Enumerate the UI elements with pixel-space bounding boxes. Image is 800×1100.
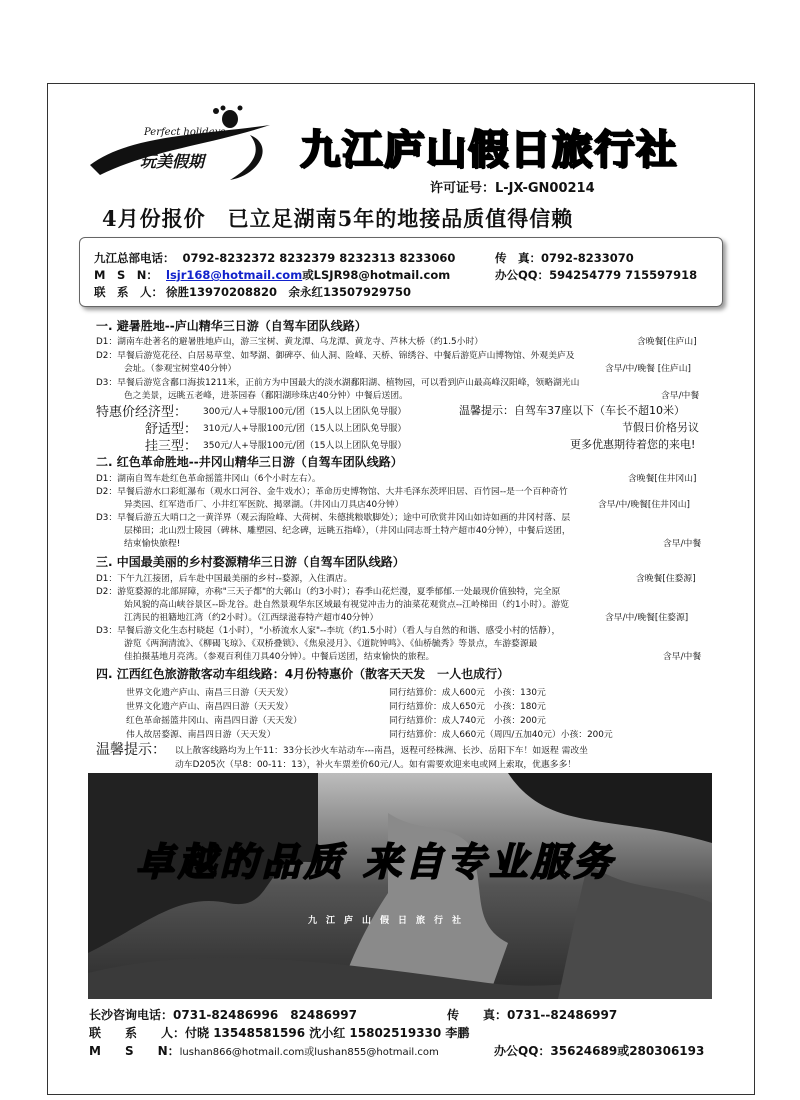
footer-msn-label: M S N： xyxy=(89,1044,180,1058)
landscape-photo-image xyxy=(88,773,712,999)
s2-day2-a: D2：早餐后游水口彩虹瀑布（观水口河谷、金牛戏水）；革命历史博物馆、大井毛泽东茨坪旧居、百竹园--是一个百种奇竹 xyxy=(96,487,568,497)
s3-day3-a: D3：早餐后游文化生态村晓起（1小时），"小桥流水人家"--李坑（约1.5小时）（看人与自然的和谐、感受小村的恬静）， xyxy=(96,626,561,636)
footer-qq-row xyxy=(494,1042,704,1059)
s2-day1: D1：湖南自驾车赴红色革命摇篮井冈山（6个小时左右）。 xyxy=(96,474,321,484)
hq-msn-alt: 或LSJR98@hotmail.com xyxy=(302,268,451,282)
hq-fax-row xyxy=(495,250,634,266)
tip-holiday: 节假日价格另议 xyxy=(622,421,699,434)
footer-contact: 付晓 13548581596 沈小红 15802519330 李鹏 xyxy=(185,1026,470,1040)
s2-day3-meal: 含早/中餐 xyxy=(663,539,702,549)
tip-more-offers: 更多优惠期待着您的来电! xyxy=(570,438,696,451)
hq-phone-row xyxy=(94,250,455,266)
hq-contact: 徐胜13970208820 余永红13507929750 xyxy=(166,285,412,299)
s4-route: 红色革命摇篮井冈山、南昌四日游（天天发） xyxy=(126,716,302,726)
s1-day2-a: D2：早餐后游览花径、白居易草堂、如琴湖、御碑亭、仙人洞、险峰、天桥、锦绣谷、中餐后游览庐山博物馆、外观美庐及 xyxy=(96,351,575,361)
hq-contact-label: 联 系 人： xyxy=(94,285,163,299)
s3-day2-meal: 含早/中/晚餐[住婺源] xyxy=(605,613,689,623)
logo-cn-text: 玩美假期 xyxy=(140,152,205,171)
footer-contact-label: 联 系 人： xyxy=(89,1026,186,1040)
s1-day3-b: 色之美景，远眺五老峰，进茶园春（鄱阳湖珍珠店40分钟）中餐后送团。 xyxy=(124,391,408,401)
hq-phone: 0792-8232372 8232379 8232313 8233060 xyxy=(182,251,456,265)
hq-msn-label: M S N： xyxy=(94,268,158,282)
s1-day3-meal: 含早/中餐 xyxy=(661,391,700,401)
tips-label: 温馨提示： xyxy=(96,742,166,758)
s1-day1-meal: 含晚餐[住庐山] xyxy=(637,337,697,347)
s4-price: 同行结算价：成人660元（周四/五加40元）小孩：200元 xyxy=(389,730,613,740)
s4-route: 伟人故居婺源、南昌四日游（天天发） xyxy=(126,730,276,740)
hq-qq-row xyxy=(495,267,697,283)
s1-day2-b: 会址。（参观宝树堂40分钟） xyxy=(124,364,237,374)
banner-agency-name: 九江庐山假日旅行社 xyxy=(308,916,471,926)
tips-line1: 以上散客线路均为上午11：33分长沙火车站动车---南昌，返程可经株洲、长沙、岳阳下车！如返程 需改坐 xyxy=(175,746,588,756)
hq-phone-label: 九江总部电话： xyxy=(94,251,175,265)
s2-day2-b: 异类园、红军造币厂、小井红军医院、揭翠湖。（井冈山刀具店40分钟） xyxy=(124,500,404,510)
hq-qq-label: 办公QQ： xyxy=(495,268,550,282)
section3-title: 三. 中国最美丽的乡村婺源精华三日游（自驾车团队线路） xyxy=(96,555,405,569)
s3-day2-a: D2：游览婺源的北部屏障，亦称"三天子都"的大鄣山（约3小时）；春季山花烂漫，夏季郁郁.一处最现价值独特，完全原 xyxy=(96,587,561,597)
hq-msn-row xyxy=(94,267,450,283)
footer-fax-row xyxy=(447,1006,617,1023)
hq-contact-row xyxy=(94,284,411,300)
s3-day1: D1：下午九江接团，后车赴中国最美丽的乡村--婺源，入住酒店。 xyxy=(96,574,353,584)
tip-coach-size: 温馨提示：自驾车37座以下（车长不超10米） xyxy=(459,404,685,417)
license-number: 许可证号：L-JX-GN00214 xyxy=(430,181,595,196)
s1-day3-a: D3：早餐后游览含鄱口海拔1211米，正前方为中国最大的淡水湖鄱阳湖、植物园，可以看到庐山最高峰汉阳峰，领略湖光山 xyxy=(96,378,580,388)
scenic-banner xyxy=(88,773,712,999)
section4-title: 四. 江西红色旅游散客动车组线路：4月份特惠价（散客天天发 一人也成行） xyxy=(96,667,510,681)
s3-day1-meal: 含晚餐[住婺源] xyxy=(636,574,696,584)
section1-title: 一. 避暑胜地--庐山精华三日游（自驾车团队线路） xyxy=(96,319,367,333)
s4-route: 世界文化遗产庐山、南昌三日游（天天发） xyxy=(126,688,294,698)
brand-logo xyxy=(80,105,295,185)
s3-day2-b: 始风貌的高山峡谷景区--卧龙谷。赴自然景观华东区域最有视觉冲击力的油菜花观赏点--江岭梯田（约1小时）。游览 xyxy=(124,600,569,610)
logo-en-text: Perfect holidays xyxy=(144,127,226,138)
hq-fax-label: 传 真： xyxy=(495,251,541,265)
s4-price: 同行结算价：成人600元 小孩：130元 xyxy=(389,688,546,698)
s4-price: 同行结算价：成人740元 小孩：200元 xyxy=(389,716,546,726)
s2-day2-meal: 含早/中/晚餐[住井冈山] xyxy=(598,500,690,510)
tips-line2: 动车D205次（早8：00-11：13），补火车票差价60元/人。如有需要欢迎来电或网上索取，优惠多多！ xyxy=(175,760,577,770)
headline: 4月份报价 已立足湖南5年的地接品质值得信赖 xyxy=(102,206,574,231)
footer-phone-row xyxy=(89,1006,357,1023)
footer-phone-label: 长沙咨询电话： xyxy=(89,1008,174,1022)
footer-msn-row xyxy=(89,1042,439,1059)
price-threestar-label: 挂三型： xyxy=(145,439,198,454)
price-comfort: 310元/人+导服100元/团（15人以上团队免导服） xyxy=(203,424,407,434)
s4-price: 同行结算价：成人650元 小孩：180元 xyxy=(389,702,546,712)
s2-day3-a: D3：早餐后游五大哨口之一黄洋界（观云海险峰、大荷树、朱德挑粮歇脚处）；途中可欣赏井冈山如诗如画的井冈村落、层 xyxy=(96,513,571,523)
s2-day3-b: 层梯田；北山烈士陵园（碑林、雕塑园、纪念碑，远眺五指峰），（井冈山同志哥土特产超市40分钟），中餐后送团， xyxy=(124,526,571,536)
price-economy: 300元/人+导服100元/团（15人以上团队免导服） xyxy=(203,407,407,417)
hq-qq: 594254779 715597918 xyxy=(549,268,698,282)
footer-fax: 0731--82486997 xyxy=(507,1008,618,1022)
price-threestar: 350元/人+导服100元/团（15人以上团队免导服） xyxy=(203,441,407,451)
footer-qq: 35624689或280306193 xyxy=(550,1044,705,1058)
s1-day1: D1：湖南车赴著名的避暑胜地庐山，游三宝树、黄龙潭、乌龙潭、黄龙寺、芦林大桥（约1.5小时） xyxy=(96,337,484,347)
s3-day3-meal: 含早/中餐 xyxy=(663,652,702,662)
s3-day3-c: 佳拍摄基地月亮湾。（参观百利佳刀具40分钟）。中餐后送团，结束愉快的旅程。 xyxy=(124,652,435,662)
s2-day1-meal: 含晚餐[住井冈山] xyxy=(628,474,697,484)
s2-day3-c: 结束愉快旅程! xyxy=(124,539,181,549)
footer-fax-label: 传 真： xyxy=(447,1008,508,1022)
footprint-swoosh-icon xyxy=(80,105,295,185)
footer-qq-label: 办公QQ： xyxy=(494,1044,551,1058)
footer-msn[interactable]: lushan866@hotmail.com或lushan855@hotmail.com xyxy=(179,1047,439,1058)
price-economy-label: 特惠价经济型： xyxy=(96,405,188,420)
hq-fax: 0792-8233070 xyxy=(541,251,634,265)
s4-route: 世界文化遗产庐山、南昌四日游（天天发） xyxy=(126,702,294,712)
footer-phone: 0731-82486996 82486997 xyxy=(173,1008,357,1022)
section2-title: 二. 红色革命胜地--井冈山精华三日游（自驾车团队线路） xyxy=(96,455,403,469)
footer-contact-row xyxy=(89,1024,469,1041)
s1-day2-meal: 含早/中/晚餐 [住庐山] xyxy=(605,364,691,374)
hq-msn-email-link[interactable]: lsjr168@hotmail.com xyxy=(166,268,303,282)
agency-title: 九江庐山假日旅行社 xyxy=(300,127,678,173)
s3-day2-c: 江湾民的祖籍地江湾（约2小时）。（江西绿滋春特产超市40分钟） xyxy=(124,613,379,623)
s3-day3-b: 游览《两涧清流》、《柳碣飞琼》、《双桥叠锁》、《焦泉浸月》、《道院钟鸣》、《仙桥毓秀》等景点，车游婺源最 xyxy=(124,639,538,649)
price-comfort-label: 舒适型： xyxy=(145,422,198,437)
banner-slogan: 卓越的品质 来自专业服务 xyxy=(136,839,616,884)
